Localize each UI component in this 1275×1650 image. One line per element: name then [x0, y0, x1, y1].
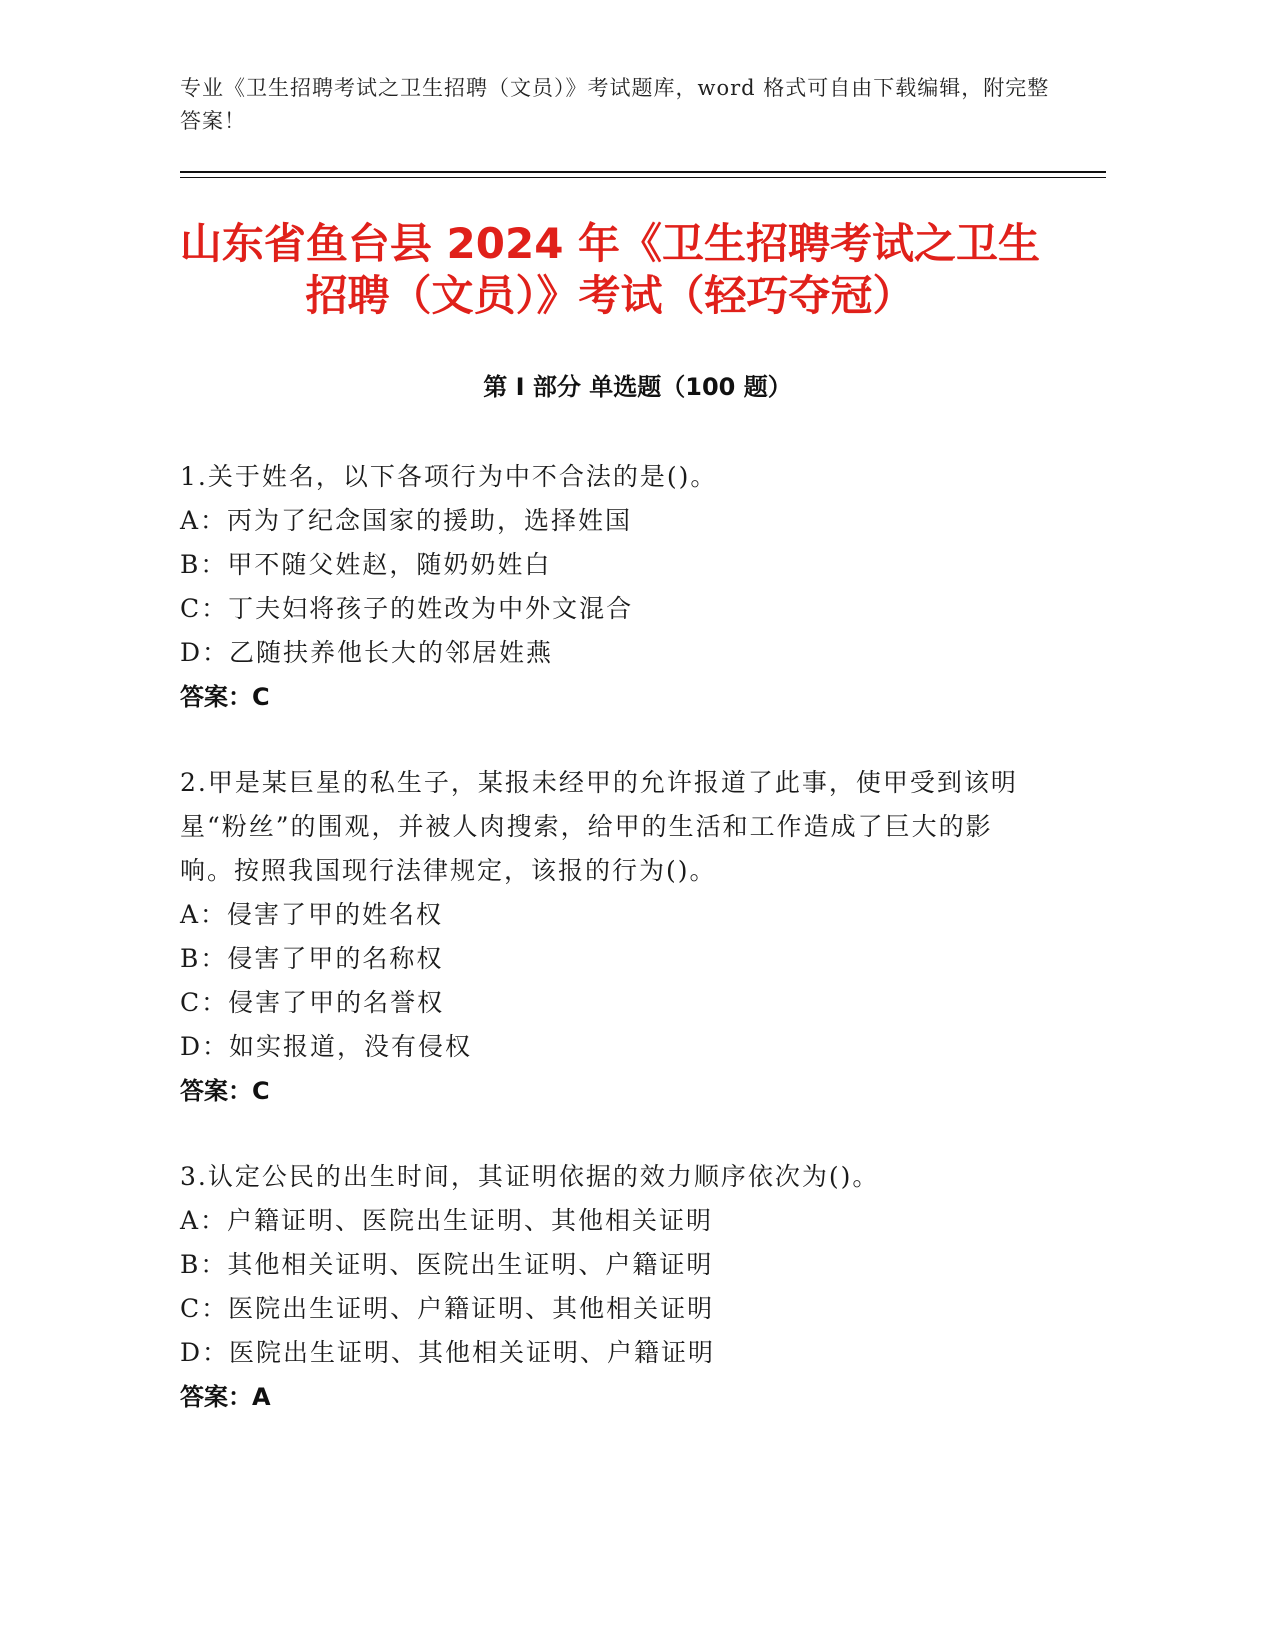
question-1: [180, 455, 1020, 719]
option-c: C：侵害了甲的名誉权: [180, 988, 445, 1017]
option-c: C：医院出生证明、户籍证明、其他相关证明: [180, 1294, 715, 1323]
question-stem: 3.认定公民的出生时间，其证明依据的效力顺序依次为()。: [180, 1162, 880, 1191]
section-heading: 第 I 部分 单选题（100 题）: [483, 373, 792, 401]
option-b: B：甲不随父姓赵，随奶奶姓白: [180, 550, 552, 579]
question-3: [180, 1155, 1020, 1419]
question-stem: 2.甲是某巨星的私生子，某报未经甲的允许报道了此事，使甲受到该明星“粉丝”的围观，并被人肉搜索，给甲的生活和工作造成了巨大的影响。按照我国现行法律规定，该报的行为()。: [180, 768, 1018, 885]
option-d: D：如实报道，没有侵权: [180, 1032, 473, 1061]
question-stem: 1.关于姓名，以下各项行为中不合法的是()。: [180, 462, 718, 491]
option-c: C：丁夫妇将孩子的姓改为中外文混合: [180, 594, 634, 623]
option-d: D：医院出生证明、其他相关证明、户籍证明: [180, 1338, 716, 1367]
option-a: A：丙为了纪念国家的援助，选择姓国: [180, 506, 633, 535]
answer: 答案：C: [180, 683, 270, 711]
option-a: A：侵害了甲的姓名权: [180, 900, 444, 929]
header-divider-thin: [180, 177, 1106, 178]
option-a: A：户籍证明、医院出生证明、其他相关证明: [180, 1206, 714, 1235]
question-list: [180, 455, 1020, 1461]
question-2: [180, 761, 1020, 1113]
document-title: 山东省鱼台县 2024 年《卫生招聘考试之卫生招聘（文员）》考试（轻巧夺冠）: [179, 219, 1041, 320]
header-divider-thick: [180, 171, 1106, 173]
answer: 答案：A: [180, 1383, 271, 1411]
answer: 答案：C: [180, 1077, 270, 1105]
option-b: B：侵害了甲的名称权: [180, 944, 444, 973]
option-b: B：其他相关证明、医院出生证明、户籍证明: [180, 1250, 714, 1279]
header-note: 专业《卫生招聘考试之卫生招聘（文员）》考试题库，word 格式可自由下载编辑，附完整答案！: [180, 76, 1050, 133]
option-d: D：乙随扶养他长大的邻居姓燕: [180, 638, 554, 667]
